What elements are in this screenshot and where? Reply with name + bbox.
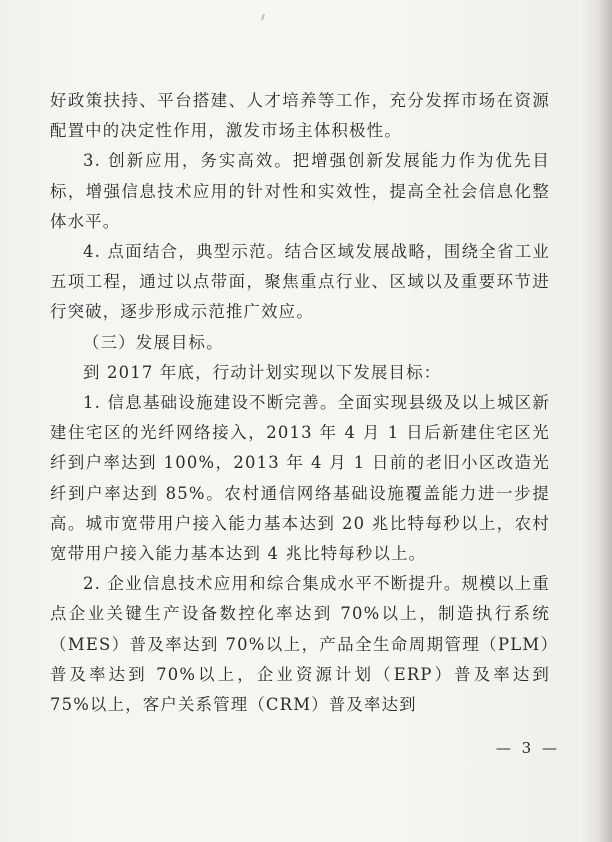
paragraph-demonstration: 4. 点面结合，典型示范。结合区域发展战略，围绕全省工业五项工程，通过以点带面，聚焦重点行业、区域以及重要环节进行突破，逐步形成示范推广效应。 (50, 242, 550, 322)
page-edge-shadow (598, 0, 612, 842)
paragraph-policy-support: 好政策扶持、平台搭建、人才培养等工作，充分发挥市场在资源配置中的决定性作用，激发市场主体积极性。 (50, 91, 550, 141)
paragraph-innovation-application: 3. 创新应用，务实高效。把增强创新发展能力作为优先目标，增强信息技术应用的针对性和实效性，提高全社会信息化整体水平。 (50, 151, 550, 231)
section-heading-development-goals: （三）发展目标。 (83, 332, 224, 352)
scan-speck (261, 14, 265, 20)
document-body (50, 86, 550, 720)
page-number: — 3 — (495, 739, 560, 757)
paragraph-enterprise-goal: 2. 企业信息技术应用和综合集成水平不断提升。规模以上重点企业关键生产设备数控化率达到 70%以上，制造执行系统（MES）普及率达到 70%以上，产品全生命周期管理（PLM）普及率达到 70%以上，企业资源计划（ERP）普及率达到 75%以上，客户关系管理（CRM）普及率达到 (50, 574, 550, 715)
paragraph-goals-intro: 到 2017 年底，行动计划实现以下发展目标： (83, 362, 442, 382)
paragraph-infrastructure-goal: 1. 信息基础设施建设不断完善。全面实现县级及以上城区新建住宅区的光纤网络接入，2013 年 4 月 1 日后新建住宅区光纤到户率达到 100%，2013 年 4 月 1 日前的老旧小区改造光纤到户率达到 85%。农村通信网络基础设施覆盖能力进一步提高。城市宽带用户接入能力基本达到 20 兆比特每秒以上，农村宽带用户接入能力基本达到 4 兆比特每秒以上。 (50, 393, 550, 564)
